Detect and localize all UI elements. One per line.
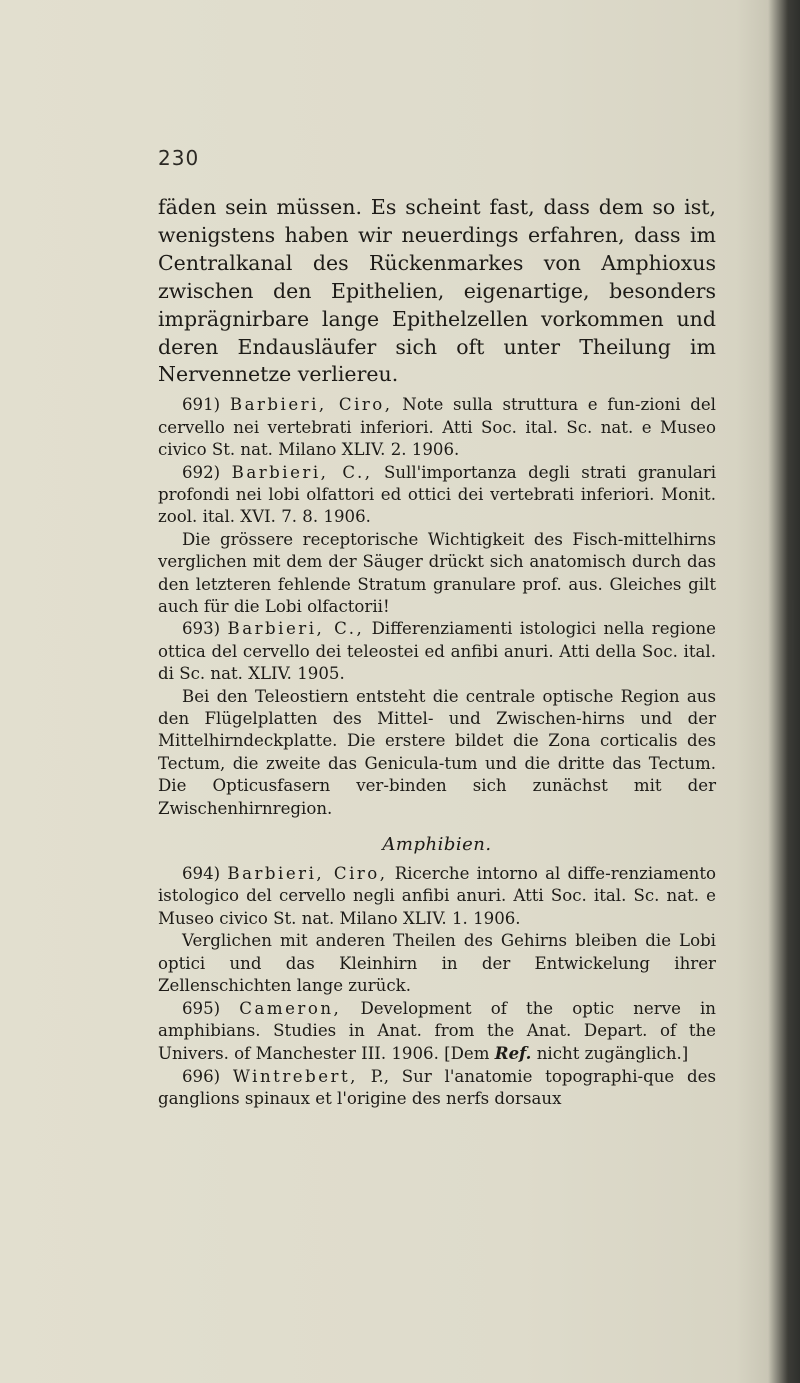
comment-693: [158, 686, 716, 820]
entry-text: Development of the optic nerve in amphibians. Studies in Anat. from the Anat. Depart. of the Univers. of Manchester III. 1906. [Dem: [158, 998, 716, 1064]
bib-entry-695: [158, 998, 716, 1066]
comment-692: [158, 529, 716, 619]
bib-entry-694: [158, 863, 716, 930]
fish-entries: [158, 394, 716, 820]
entry-author: Barbieri, Ciro,: [229, 395, 393, 415]
bib-entry-691: [158, 394, 716, 461]
entry-number: 692): [182, 462, 221, 482]
comment-text: Verglichen mit anderen Theilen des Gehirns bleiben die Lobi optici und das Kleinhirn in der Entwickelung ihrer Zellenschichten lange zurück.: [158, 931, 716, 996]
entry-text: Differenziamenti istologici nella regione ottica del cervello dei teleostei ed anfibi anuri. Atti della Soc. ital. di Sc. nat. XLIV. 1905.: [158, 619, 716, 684]
page-edge-shadow: [792, 40, 794, 110]
entry-text: P., Sur l'anatomie topographi-que des ganglions spinaux et l'origine des nerfs dorsaux: [158, 1066, 716, 1109]
comment-694: [158, 930, 716, 997]
ref-abbreviation: Ref.: [494, 1043, 532, 1064]
amphibia-entries: [158, 863, 716, 1110]
entry-author: Wintrebert,: [232, 1066, 358, 1086]
entry-number: 696): [182, 1066, 221, 1086]
entry-number: 695): [182, 998, 221, 1018]
entry-number: 694): [182, 864, 221, 884]
entry-author: Cameron,: [239, 998, 342, 1018]
entry-text: Sull'importanza degli strati granulari profondi nei lobi olfattori ed ottici dei vertebrati inferiori. Monit. zool. ital. XVI. 7. 8. 1906.: [158, 462, 717, 527]
bib-entry-693: [158, 618, 716, 685]
entry-text-tail: nicht zugänglich.]: [536, 1044, 689, 1064]
page-number: 230: [158, 146, 200, 170]
section-heading: Amphibien.: [382, 834, 492, 856]
entry-author: Barbieri, C.,: [227, 619, 365, 639]
comment-text: Die grössere receptorische Wichtigkeit des Fisch-mittelhirns verglichen mit dem der Säuger drückt sich anatomisch durch das den letzteren fehlende Stratum granulare prof. aus. Gleiches gilt auch für die Lobi olfactorii!: [158, 529, 716, 616]
entry-text: Ricerche intorno al diffe-renziamento istologico del cervello negli anfibi anuri. Atti Soc. ital. Sc. nat. e Museo civico St. nat. Milano XLIV. 1. 1906.: [158, 864, 716, 928]
page-edge-shadow: [792, 600, 794, 670]
entry-number: 691): [182, 395, 221, 415]
bib-entry-696: [158, 1066, 716, 1111]
entry-author: Barbieri, C.,: [231, 462, 373, 482]
intro-paragraph: fäden sein müssen. Es scheint fast, dass dem so ist, wenigstens haben wir neuerdings erfahren, dass im Centralkanal des Rückenmarkes von Amphioxus zwischen den Epithelien, eigenartige, besonders imprägnirbare lange Epithelzellen vorkommen und deren Endausläufer sich oft unter Theilung im Nervennetze verliereu.: [158, 195, 716, 387]
entry-number: 693): [182, 619, 221, 639]
comment-text: Bei den Teleostiern entsteht die centrale optische Region aus den Flügelplatten des Mittel- und Zwischen-hirns und der Mittelhirndeckplatte. Die erstere bildet die Zona corticalis des Tectum, die zweite das Genicula-tum und die dritte das Tectum. Die Opticusfasern ver-binden sich zunächst mit der Zwischenhirnregion.: [158, 686, 716, 818]
entry-text: Note sulla struttura e fun-zioni del cervello nei vertebrati inferiori. Atti Soc. ital. Sc. nat. e Museo civico St. nat. Milano XLIV. 2. 1906.: [158, 395, 716, 460]
bib-entry-692: [158, 462, 716, 529]
page-content: [158, 194, 716, 1111]
entry-author: Barbieri, Ciro,: [227, 864, 388, 884]
